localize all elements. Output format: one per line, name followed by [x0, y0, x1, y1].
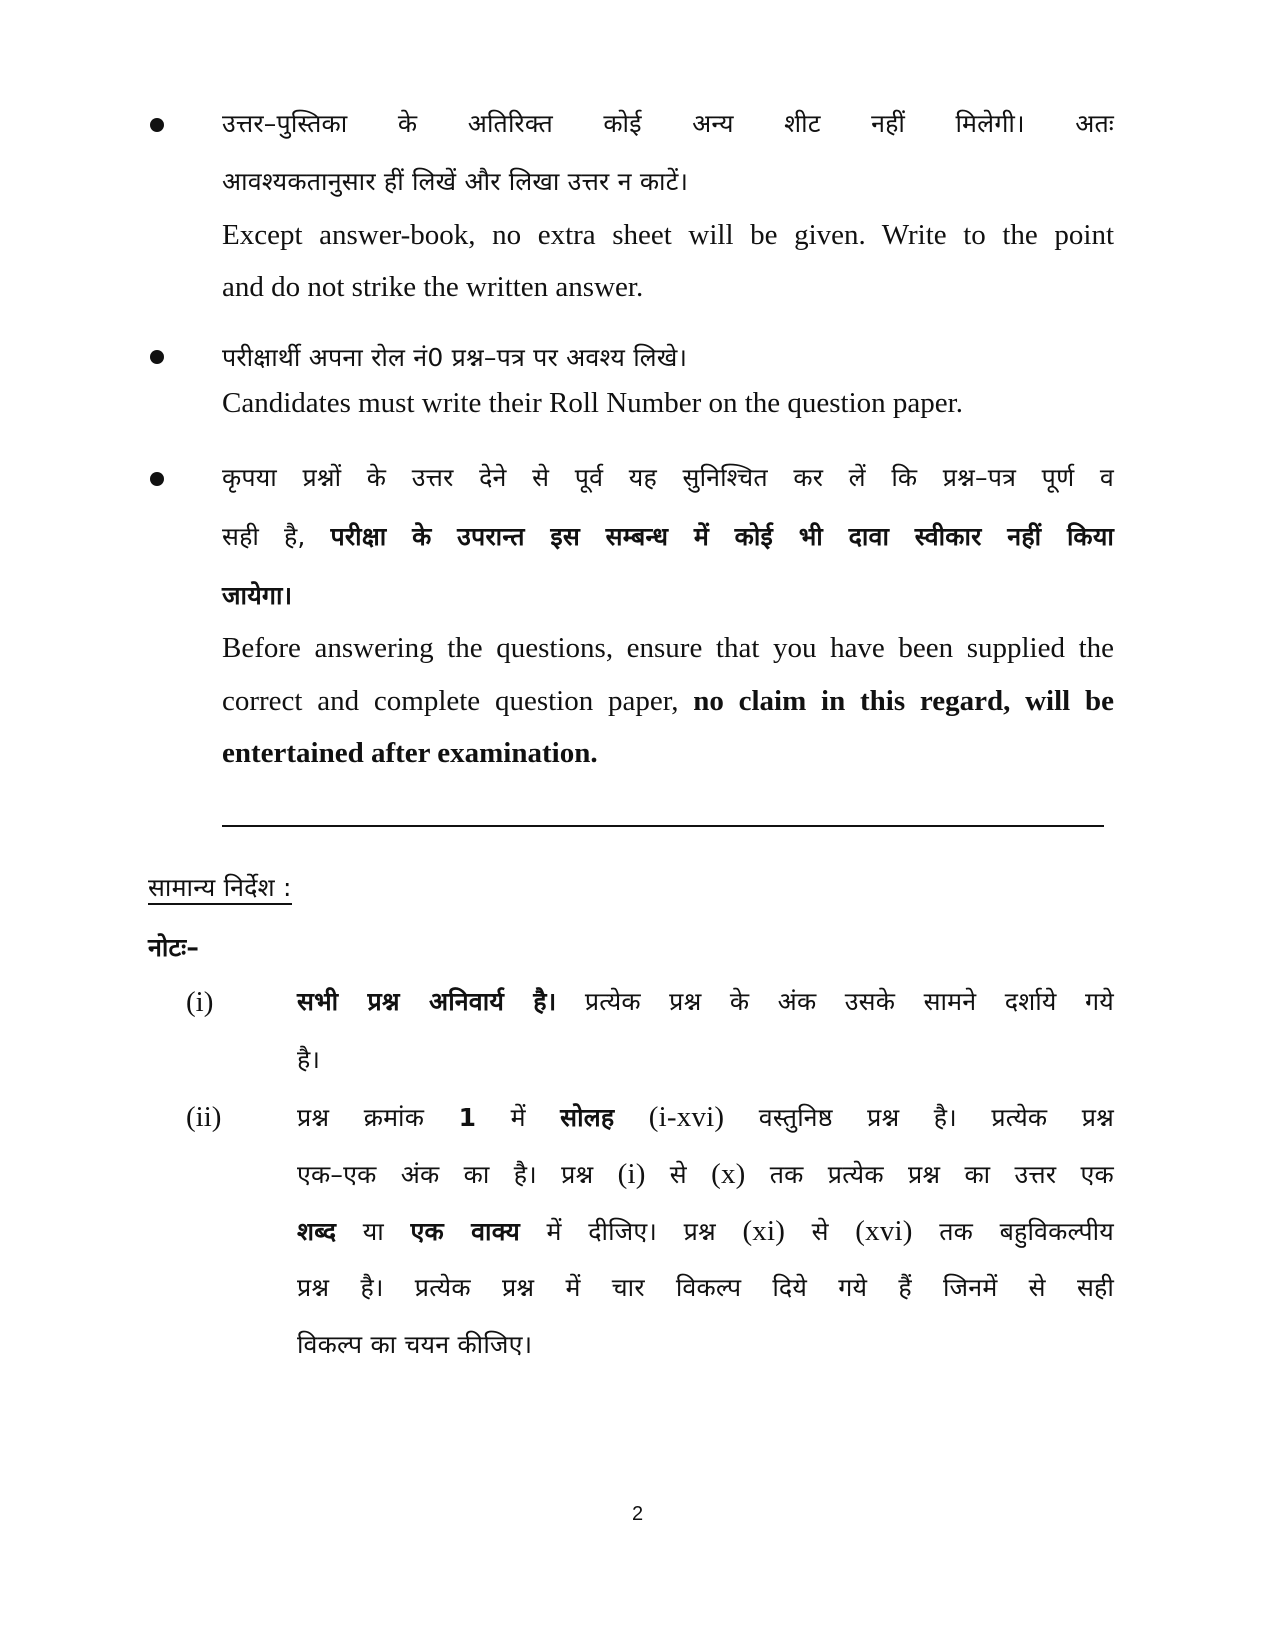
item-2-line-3-r1: (xi) [742, 1215, 786, 1247]
instruction-3-english-bold: no claim in this regard, will be [693, 685, 1114, 717]
item-1-text: प्रत्येक प्रश्न के अंक उसके सामने दर्शाये गये [584, 987, 1115, 1016]
instruction-1-english-line-2: and do not strike the written answer. [222, 271, 644, 303]
item-2-line-3-c: से [811, 1217, 829, 1246]
item-2-text-b: में [510, 1103, 526, 1132]
item-2-word-bold: शब्द [297, 1217, 337, 1246]
instruction-3-hindi-line-1: कृपया प्रश्नों के उत्तर देने से पूर्व यह सुनिश्चित कर लें कि प्रश्न–पत्र पूर्ण व [222, 463, 1114, 492]
item-1-line-1 [297, 982, 1114, 1022]
bullet-3 [150, 472, 164, 486]
item-2-line-2-r2: (x) [711, 1158, 746, 1190]
instruction-3-hindi-bold: परीक्षा के उपरान्त इस सम्बन्ध में कोई भी दावा स्वीकार नहीं किया [330, 522, 1115, 551]
item-2-range: (i-xvi) [648, 1101, 725, 1133]
item-1-number: (i) [186, 986, 214, 1018]
item-2-line-2-a: एक–एक अंक का है। प्रश्न [297, 1160, 594, 1189]
item-2-line-3-a: या [362, 1217, 384, 1246]
item-2-count-bold: सोलह [560, 1103, 615, 1132]
item-2-text-c: वस्तुनिष्ठ प्रश्न है। प्रत्येक प्रश्न [758, 1103, 1115, 1132]
item-2-text-a: प्रश्न क्रमांक [297, 1103, 425, 1132]
instruction-3-english-line-2 [222, 681, 1114, 721]
instruction-3-english-line-3: entertained after examination. [222, 737, 598, 769]
instruction-1-hindi-line-1: उत्तर–पुस्तिका के अतिरिक्त कोई अन्य शीट नहीं मिलेगी। अतः [222, 109, 1114, 138]
item-1-bold: सभी प्रश्न अनिवार्य है। [297, 987, 557, 1016]
item-2-line-2 [297, 1154, 1114, 1195]
general-instructions-title: सामान्य निर्देश : [148, 873, 292, 905]
page-number: 2 [631, 1503, 644, 1525]
item-2-line-4: प्रश्न है। प्रत्येक प्रश्न में चार विकल्प दिये गये हैं जिनमें से सही [297, 1273, 1114, 1302]
instruction-1-hindi-line-2: आवश्यकतानुसार हीं लिखें और लिखा उत्तर न काटें। [222, 167, 689, 196]
item-2-line-2-c: तक प्रत्येक प्रश्न का उत्तर एक [769, 1160, 1114, 1189]
item-2-line-3-d: तक बहुविकल्पीय [939, 1217, 1114, 1246]
instruction-2-english-line-1: Candidates must write their Roll Number on the question paper. [222, 387, 963, 419]
instruction-3-english-normal: correct and complete question paper, [222, 685, 679, 717]
item-2-number: (ii) [186, 1101, 222, 1133]
item-2-line-2-b: से [669, 1160, 687, 1189]
item-1-line-2: है। [297, 1045, 321, 1074]
bullet-1 [150, 118, 164, 132]
instruction-3-hindi-line-3: जायेगा। [222, 581, 293, 610]
section-divider [222, 825, 1104, 827]
bullet-2 [150, 350, 164, 364]
note-label: नोटः– [148, 933, 200, 962]
instruction-2-hindi-line-1: परीक्षार्थी अपना रोल नं0 प्रश्न–पत्र पर अवश्य लिखे। [222, 343, 688, 372]
item-2-line-1 [297, 1097, 1114, 1138]
instruction-3-hindi-normal: सही है, [222, 522, 306, 551]
general-instructions-heading [148, 868, 292, 908]
instruction-1-english-line-1: Except answer-book, no extra sheet will be given. Write to the point [222, 219, 1114, 251]
instruction-3-english-line-1: Before answering the questions, ensure that you have been supplied the [222, 632, 1114, 664]
item-2-line-5: विकल्प का चयन कीजिए। [297, 1330, 533, 1359]
item-2-line-3-r2: (xvi) [855, 1215, 913, 1247]
item-2-question-number: 1 [458, 1103, 477, 1132]
instruction-3-hindi-line-2 [222, 517, 1114, 557]
item-2-sentence-bold: एक वाक्य [410, 1217, 521, 1246]
item-2-line-2-r1: (i) [617, 1158, 646, 1190]
item-2-line-3-b: में दीजिए। प्रश्न [546, 1217, 716, 1246]
item-2-line-3 [297, 1211, 1114, 1252]
